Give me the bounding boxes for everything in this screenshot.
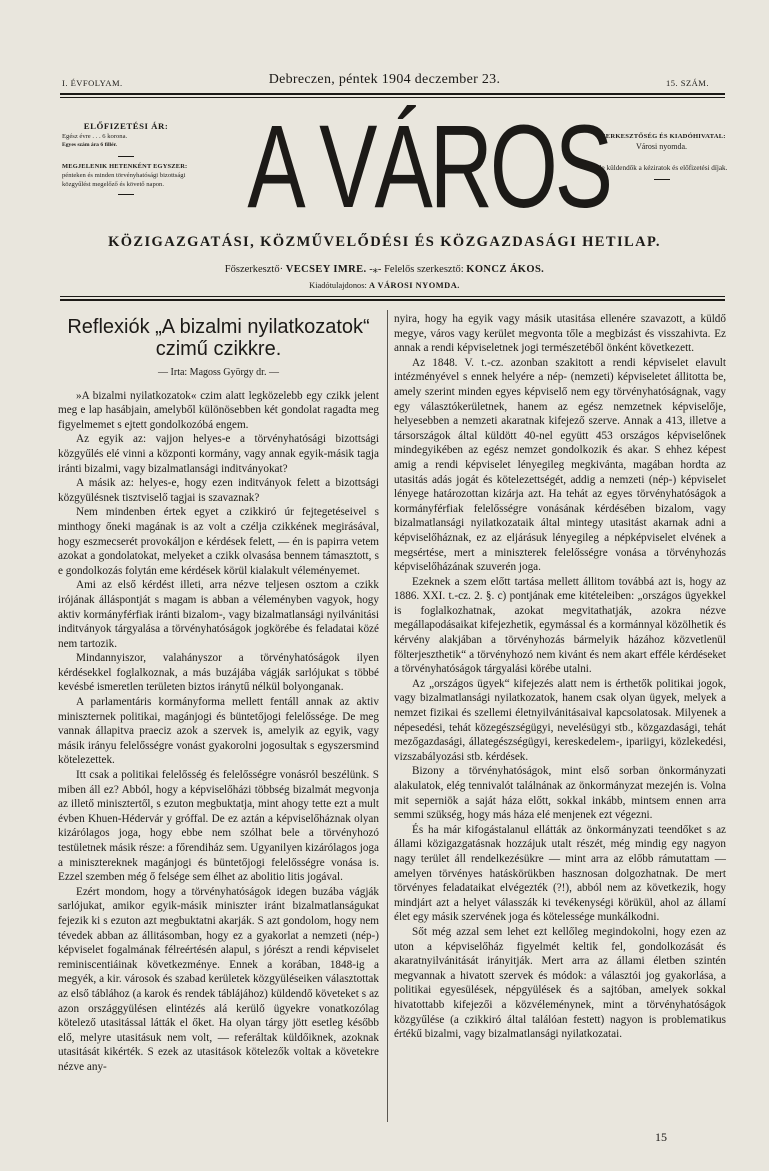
masthead-title: A VÁROS [247, 101, 611, 233]
chief-editor-label: Főszerkesztő· [224, 264, 284, 275]
dateline: Debreczen, péntek 1904 deczember 23. [268, 72, 501, 87]
article-paragraph: Bizony a törvényhatóságok, mint első sorban önkormányzati alakulatok, elég tennivalót találnának az önkormányzat mezején is. Volna mit seperniök a saját háza előtt, sokkal inkább, mintsem ennen arra semmi szükség, hogy más háza elé menjenek ezt végezni. [394, 765, 726, 822]
body-rule [60, 299, 725, 301]
article-byline: — Irta: Magoss György dr. — [158, 367, 279, 378]
article-paragraph: Ezeknek a szem előtt tartása mellett állitom továbbá azt is, hogy az 1886. XXI. t.-cz. 2. §. c) pontjának eme kitételeiben: „országos ügyekkel is foglalkozhatnak, azokat megvitathatják, azokra nézve megállapodásaikat kifejezhetik, egymással és a kormánnyal közölhetik és kérvény alakjában a törvényhozás bármelyik házához közvetlenül fölterjeszthetik“ a törvényhozó nem kivánt és nem akart efféle kérdéseket a törvényhatóságok tárgyalási körébe utalni. [394, 575, 726, 676]
article-title-line1: Reflexiók „A bizalmi nyilatkozatok“ [67, 316, 370, 338]
editorial-office-note: Ide küldendők a kéziratok és előfizetési díjak. [595, 164, 728, 172]
owner-label: Kiadótulajdonos: [309, 281, 367, 290]
right-column [394, 312, 726, 1042]
top-line [0, 72, 769, 92]
subscription-heading: ELŐFIZETÉSI ÁR: [83, 121, 169, 131]
volume-label: I. ÉVFOLYAM. [62, 78, 123, 88]
left-column [58, 312, 379, 1075]
divider [654, 179, 670, 180]
article-paragraph: Mindannyiszor, valahányszor a törvényhatóságok ilyen kérdésekkel foglalkoznak, a más buzájába vágják sarlójukat s többé kevésbé ismeretlen területen biztos iránytű nélkül bolyonganak. [58, 652, 379, 694]
article-paragraph: »A bizalmi nyilatkozatok« czim alatt legközelebb egy czikk jelent meg e lap hasábjain, amelyből különösebben két gondolat ragadta meg figyelmemet s ejtett gondolkozóbá engem. [58, 389, 379, 431]
responsible-editor-label: Felelős szerkesztő: [384, 264, 464, 275]
article-paragraph: Itt csak a politikai felelősség és felelősségre vonásról beszélünk. S miben áll ez? Abból, hogy a képviselőházi többség bizalmát megvonja az illető minisztertől, s ezuton megbuktatja, mint ahogy tette ezt a mult évben Khuen-Hédervár y gróffal. De ez aztán a képviselőháznak olyan kizárólagos joga, hogy ebbe nem szólhat bele a törvényhozó testületnek másik része: a főrendiház sem. Ugyanilyen kizárólagos joga a minisztereknek magánjogi és büntetőjogi felelősségre vonása is. Ezzel szemben még ő felsége sem élhet az abolitio litis jogával. [58, 769, 379, 884]
article-title-line2: czimű czikkre. [155, 338, 282, 360]
column-divider [387, 310, 388, 1122]
header-rule-thin [60, 97, 725, 98]
article-paragraph: Ami az első kérdést illeti, arra nézve teljesen osztom a czikk irójának álláspontját s magam is abban a véleményben vagyok, hogy aktiv kormányférfiak iránti bizalom-, vagy bizalmatlansági nyilvánitási inditványok tárgyalása a törvényhatóságok jogkörébe és feladatai közé nem tartozik. [58, 579, 379, 650]
editorial-office-box [594, 133, 729, 180]
publication-heading: MEGJELENIK HETENKÉNT EGYSZER: [62, 162, 188, 170]
issue-number: 15. SZÁM. [666, 78, 709, 88]
body-rule-thin [60, 296, 725, 297]
publication-text: pénteken és minden törvényhatósági bizottsági közgyűlést megelőző és követő napon. [62, 171, 186, 189]
editors-separator: -⁎- [369, 264, 382, 275]
divider [118, 194, 134, 195]
page-number: 15 [655, 1130, 667, 1144]
paper-subtitle: KÖZIGAZGATÁSI, KÖZMŰVELŐDÉSI ÉS KÖZGAZDASÁGI HETILAP. [108, 234, 661, 250]
owner-name: A VÁROSI NYOMDA. [368, 281, 460, 290]
article-paragraph: A másik az: helyes-e, hogy ezen inditványok felett a bizottsági közgyülésnek tisztviselő tagjai is szavaznak? [58, 477, 379, 504]
owner-line [0, 281, 769, 290]
editorial-office-place: Városi nyomda. [635, 142, 688, 151]
article-paragraph: A parlamentáris kormányforma mellett fentáll annak az aktiv miniszternek politikai, magánjogi és büntetőjogi felelőssége. De meg vannak állapitva praeciz azok a szervek is, amelyik az egyik, vagy másik irányu felelősségre vonást gyakorolni jogosultak s egyszersmind kötelezettek. [58, 696, 379, 767]
editors-line [0, 263, 769, 275]
article-paragraph: Nem mindenben értek egyet a czikkiró úr fejtegetéseivel s minthogy őneki magának is az volt a czélja czikkének megirásával, hogy eszmecserét provokáljon e kérdések felett, — én is papirra vetem azokat a gondolatokat, melyeket a czikk olvasása bennem támasztott, s e gondolkozás folytán eme kérdések körül kialakult véleményemet. [58, 506, 379, 577]
article-paragraph: Az egyik az: vajjon helyes-e a törvényhatósági bizottsági közgyűlés elé vinni a központi kormány, vagy annak egyik-másik tagja iránti bizalmi, vagy bizalmatlansági inditványokat? [58, 433, 379, 475]
article-paragraph: Ezért mondom, hogy a törvényhatóságok idegen buzába vágják sarlójukat, amikor egyik-másik miniszter iránt bizalmatlanságukat fejezik ki s ezuton azt megbuktatni akarják. S azt gondolom, hogy nem tévedek abban az állitásomban, hogy ez a gyakorlat a nemzeti (nép-) képviselet fogalmának félreértésén alapul, s jórészt a rendi képviselet reminiscentiáinak következménye. Ennek a korában, 1848-ig a megyék, a kir. városok és szabad kerületek közgyüléseiken választottak az első táblához (a karok és rendek táblájához) küldendő követeket s az azon országgyülésen elintézés alá kerülő ügyekre vonatkozólag kötelező utasitással látták el őket. Ha olyan tárgy jött esetleg később elő, melyre utasitásuk nem volt, — referáltak küldőiknek, azoknak utasitását kikérték. S ezek az utasitások kötelezők voltak a követekre nézve any- [58, 885, 379, 1073]
article-paragraph: Az 1848. V. t.-cz. azonban szakitott a rendi képviselet elavult intézményével s ennek helyére a nép- (nemzeti) képviseletet állitotta be, amely szerint minden egyes képviselő nem egy törvényhatóságnak, vagy egy választókerületnek, hanem az egész nemzetnek képviselője, helyesebben a nemzeti akaratnak kifejező szerve. Annak a 413, illetve a társországok által küldött 40-nel együtt 453 országos képviselőnek mindegyikében az egész nemzet gondolkozik és akar. S ehhez képest amig a rendi képviselet lényegileg megkivánta, magában hordta az utasitás adás jogát és kötelezettségét, addig a nemzeti (nép-) képviselet lényege határozottan kizárja azt. Ha tehát az egyes törvényhatóságok a kormányférfiak felelősségre vonásának kérdésében bizalom, vagy bizalmatlansági nyilatkozataik által mintegy utasitást akarnak adni a képviselőháznak, ez az eljárásuk lényegileg a népképviselet elvének a megsértése, mert a miniszterek felelősségre vonása a törvényhozás képviselőházának szuverén joga. [394, 356, 726, 574]
article-paragraph: Az „országos ügyek“ kifejezés alatt nem is érthetők politikai jogok, vagy bizalmatlansági nyilatkozatok, hanem csak olyan ügyek, melyek a nemzet fizikai és szellemi életnyilvánitásaival kapcsolatosak. Milyenek a népesedési, tehát közegészségügyi, nevelésügyi stb., közgazdasági, tehát mezőgazdasági, állategészségügyi, kereskedelem-, ipariigyi, közlekedési, vizszabályozási stb. kérdések. [394, 677, 726, 763]
subscription-yearly: Egész évre . . . 6 korona. [62, 133, 128, 141]
divider [118, 156, 134, 157]
article-paragraph: Sőt még azzal sem lehet ezt kellőleg megindokolni, hogy ezen az uton a képviselőház figyelmét keltik fel, gondolkozását és akaratnyilvánitását irányitják. Mert arra az állami életben szintén megvannak a hivatott szervek és módok: a választói jog gyakorlása, a politikai egyesülések, népgyülések és a sajtóban, amelyek sokkal hivatottabb kifejezői a közvéleménynek, mint a törvényhatóságok közgyűlése (a czikkiró által találóan festett) nagyon is problematikus értékű bizalmi, vagy bizalmatlansági nyilatkozatai. [394, 925, 726, 1041]
subscription-box [62, 122, 190, 200]
editorial-office-heading: SZERKESZTŐSÉG ÉS KIADÓHIVATAL: [597, 133, 726, 140]
masthead [198, 101, 611, 233]
article-paragraph: És ha már kifogástalanul ellátták az önkormányzati teendőket s az állami közigazgatásnak hozzájuk utalt részét, még mindig egy nagyon nagy terület áll rendelkezésükre — mint arra az előbb rámutattam — amelyen törvényes hatáskörükben hasznosan dolgozhatnak. De mert törvényes feladataikat elvégezték (?!), abból nem az következik, hogy mindjárt azt a helyet válasszák ki tevékenységi körükül, ahol az államí élet egy másik szervének joga és kötelessége munkálkodni. [394, 823, 726, 924]
header-rule [60, 93, 725, 95]
chief-editor-name: VECSEY IMRE. [285, 264, 367, 275]
article-paragraph: nyira, hogy ha egyik vagy másik utasitása ellenére szavazott, a küldő megye, város vagy kerület megvonta tőle a megbizást és visszahivta. Ez annak a rendi képviseletnek jogi természetéből önként következett. [394, 313, 726, 355]
responsible-editor-name: KONCZ ÁKOS. [466, 264, 545, 275]
subscription-single: Egyes szám ára 6 fillér. [62, 142, 117, 149]
